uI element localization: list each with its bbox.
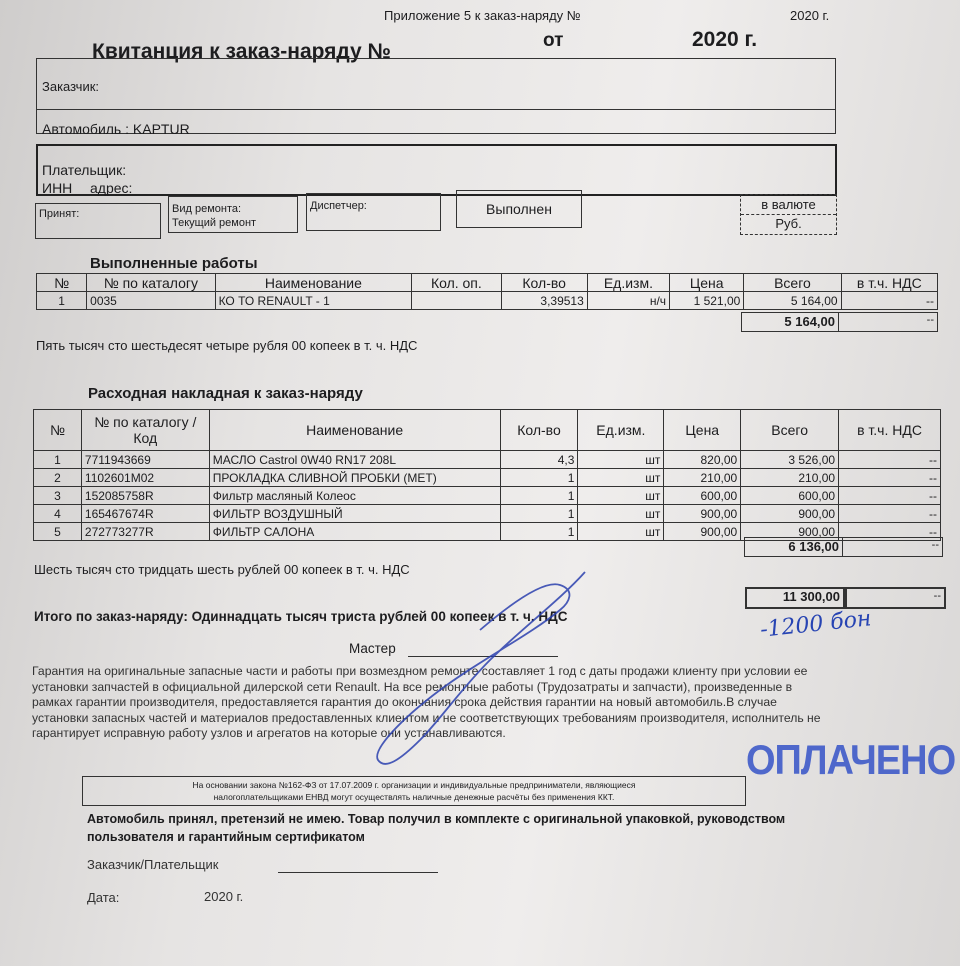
status-badge: Выполнен xyxy=(486,201,552,217)
car-field: Автомобиль : KAPTUR xyxy=(42,121,190,137)
parts-col-no: № xyxy=(34,410,82,451)
cell-vat: -- xyxy=(839,451,941,469)
cell-no: 4 xyxy=(34,505,82,523)
cell-catalog: 152085758R xyxy=(81,487,209,505)
works-col-no: № xyxy=(37,274,87,292)
cell-catalog: 272773277R xyxy=(81,523,209,541)
parts-col-unit: Ед.изм. xyxy=(578,410,664,451)
grand-vat: -- xyxy=(933,590,941,602)
master-label: Мастер xyxy=(349,641,396,656)
cell-vat: -- xyxy=(839,505,941,523)
date-year: 2020 г. xyxy=(204,889,244,904)
customer-label: Заказчик: xyxy=(42,79,100,94)
page-title: Квитанция к заказ-наряду № xyxy=(92,40,391,63)
parts-col-name: Наименование xyxy=(209,410,500,451)
cell-qty: 1 xyxy=(500,505,578,523)
paid-stamp: ОПЛАЧЕНО xyxy=(746,737,956,785)
cell-name: ПРОКЛАДКА СЛИВНОЙ ПРОБКИ (МЕТ) xyxy=(209,469,500,487)
parts-col-price: Цена xyxy=(664,410,741,451)
parts-col-total: Всего xyxy=(741,410,839,451)
cell-price: 820,00 xyxy=(664,451,741,469)
acceptance-line: пользователя и гарантийным сертификатом xyxy=(87,830,365,844)
parts-in-words: Шесть тысяч сто тридцать шесть рублей 00 копеек в т. ч. НДС xyxy=(34,562,410,577)
cell-name: МАСЛО Castrol 0W40 RN17 208L xyxy=(209,451,500,469)
cell-catalog: 1102601M02 xyxy=(81,469,209,487)
handwritten-note: -1200 бон xyxy=(758,606,873,643)
works-col-total: Всего xyxy=(744,274,841,292)
cell-qty: 1 xyxy=(500,523,578,541)
cell-no: 2 xyxy=(34,469,82,487)
warranty-line: рамках гарантии производителя, предоставляется гарантия до окончания срока действия гарантии на новый автомобиль.В случае xyxy=(32,695,777,709)
cell-unit: шт xyxy=(578,487,664,505)
address-label: адрес: xyxy=(90,180,133,196)
appendix-year: 2020 г. xyxy=(790,8,830,23)
cell-name: Фильтр масляный Колеос xyxy=(209,487,500,505)
accepted-label: Принят: xyxy=(39,208,80,220)
works-col-ops: Кол. оп. xyxy=(412,274,501,292)
signature-label: Заказчик/Плательщик xyxy=(87,857,219,872)
warranty-line: установки запчастей в официальной дилерской сети Renault. На все ремонтные работы (Трудозатраты и запчасти), произведенные в xyxy=(32,679,793,694)
inn-label: ИНН xyxy=(42,180,73,196)
works-title: Выполненные работы xyxy=(90,255,258,272)
appendix-line: Приложение 5 к заказ-наряду № xyxy=(384,8,581,23)
warranty-line: установки запасных частей и материалов предоставленных клиентом и не соответствующих требованиям производителя, исполнитель не xyxy=(32,710,821,725)
dispatcher-label: Диспетчер: xyxy=(310,200,367,212)
cell-qty: 4,3 xyxy=(500,451,578,469)
cell-qty: 1 xyxy=(500,487,578,505)
works-total-vat: -- xyxy=(926,314,934,326)
warranty-line: Гарантия на оригинальные запасные части и работы при возмездном ремонте составляет 1 год с даты продажи клиенту при условии ее xyxy=(32,664,808,678)
repair-type-value: Текущий ремонт xyxy=(172,217,257,229)
works-col-unit: Ед.изм. xyxy=(587,274,669,292)
date-label: Дата: xyxy=(87,890,120,905)
cell-total: 600,00 xyxy=(741,487,839,505)
cell-no: 1 xyxy=(34,451,82,469)
cell-vat: -- xyxy=(839,523,941,541)
cell-unit: шт xyxy=(578,469,664,487)
cell-unit: н/ч xyxy=(587,292,669,310)
cell-qty: 3,39513 xyxy=(501,292,587,310)
cell-price: 600,00 xyxy=(664,487,741,505)
cell-unit: шт xyxy=(578,451,664,469)
cell-total: 900,00 xyxy=(741,523,839,541)
works-in-words: Пять тысяч сто шестьдесят четыре рубля 00 копеек в т. ч. НДС xyxy=(36,338,418,353)
law-note-line: налогоплательщиками ЕНВД могут осуществлять наличные денежные расчёты без применения ККТ. xyxy=(213,792,615,802)
cell-price: 900,00 xyxy=(664,523,741,541)
works-col-qty: Кол-во xyxy=(501,274,587,292)
cell-total: 3 526,00 xyxy=(741,451,839,469)
parts-total-vat: -- xyxy=(931,539,939,551)
works-col-catalog: № по каталогу xyxy=(87,274,215,292)
currency-value: Руб. xyxy=(775,216,802,231)
cell-unit: шт xyxy=(578,505,664,523)
cell-no: 1 xyxy=(37,292,87,310)
cell-no: 3 xyxy=(34,487,82,505)
parts-col-vat: в т.ч. НДС xyxy=(839,410,941,451)
cell-name: КО ТО RENAULT - 1 xyxy=(215,292,412,310)
works-col-price: Цена xyxy=(670,274,744,292)
cell-total: 900,00 xyxy=(741,505,839,523)
acceptance-line: Автомобиль принял, претензий не имею. Товар получил в комплекте с оригинальной упаковкой, руководством xyxy=(87,812,786,826)
law-note-line: На основании закона №162-ФЗ от 17.07.2009 г. организации и индивидуальные предприниматели, являющиеся xyxy=(192,780,636,790)
works-total: 5 164,00 xyxy=(784,314,835,329)
parts-total: 6 136,00 xyxy=(788,539,839,554)
cell-unit: шт xyxy=(578,523,664,541)
payer-label: Плательщик: xyxy=(42,162,127,178)
cell-vat: -- xyxy=(839,487,941,505)
cell-vat: -- xyxy=(841,292,937,310)
grand-total: 11 300,00 xyxy=(782,589,840,604)
cell-catalog: 165467674R xyxy=(81,505,209,523)
parts-col-catalog: № по каталогу / Код xyxy=(81,410,209,451)
cell-catalog: 0035 xyxy=(87,292,215,310)
warranty-line: гарантирует исправную работу узлов и агрегатов на которые они устанавливаются. xyxy=(32,726,506,740)
cell-price: 900,00 xyxy=(664,505,741,523)
repair-type-label: Вид ремонта: xyxy=(172,203,242,215)
cell-vat: -- xyxy=(839,469,941,487)
cell-name: ФИЛЬТР ВОЗДУШНЫЙ xyxy=(209,505,500,523)
currency-label: в валюте xyxy=(761,197,816,212)
cell-total: 210,00 xyxy=(741,469,839,487)
parts-col-qty: Кол-во xyxy=(500,410,578,451)
cell-price: 1 521,00 xyxy=(670,292,744,310)
cell-name: ФИЛЬТР САЛОНА xyxy=(209,523,500,541)
cell-total: 5 164,00 xyxy=(744,292,841,310)
works-col-vat: в т.ч. НДС xyxy=(841,274,937,292)
cell-no: 5 xyxy=(34,523,82,541)
cell-qty: 1 xyxy=(500,469,578,487)
cell-catalog: 7711943669 xyxy=(81,451,209,469)
title-from: от xyxy=(543,30,564,51)
cell-price: 210,00 xyxy=(664,469,741,487)
works-col-name: Наименование xyxy=(215,274,412,292)
title-year: 2020 г. xyxy=(692,28,758,51)
parts-title: Расходная накладная к заказ-наряду xyxy=(88,385,363,402)
grand-total-text: Итого по заказ-наряду: Одиннадцать тысяч триста рублей 00 копеек в т. ч. НДС xyxy=(34,609,568,624)
